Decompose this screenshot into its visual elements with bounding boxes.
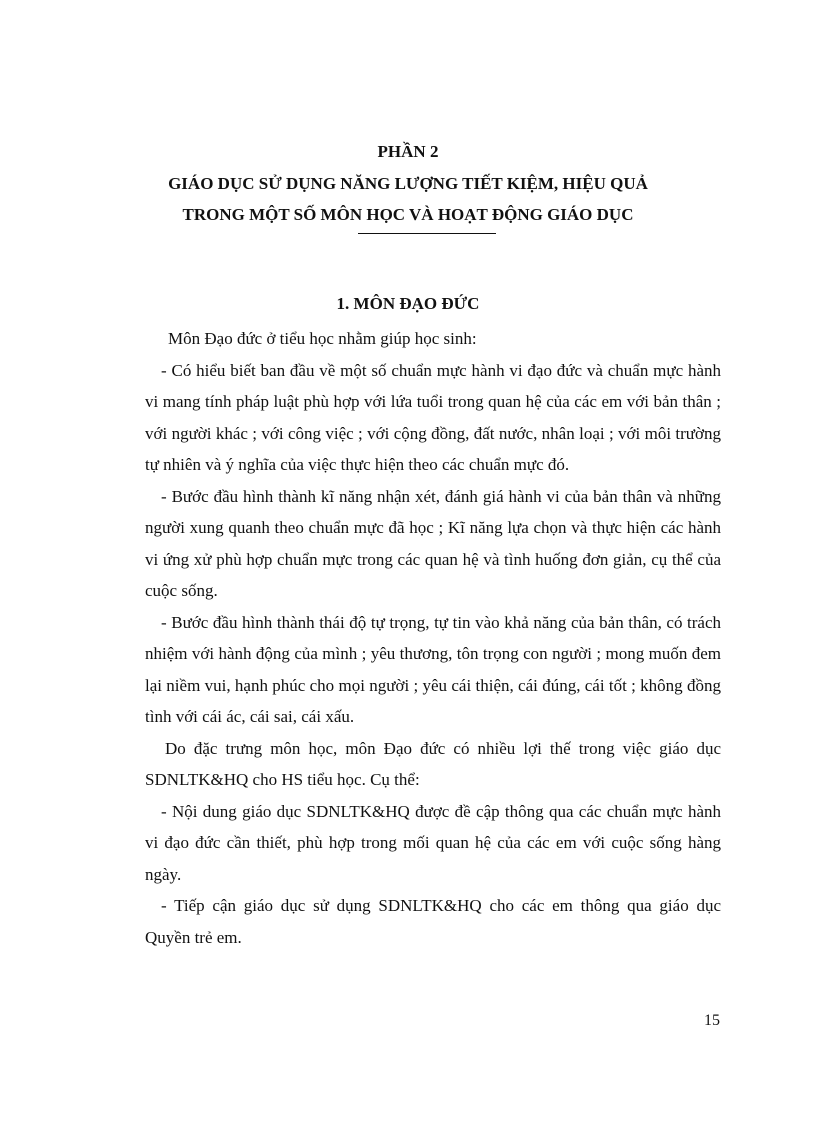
title-line-1: GIÁO DỤC SỬ DỤNG NĂNG LƯỢNG TIẾT KIỆM, HIỆU QUẢ (168, 174, 648, 193)
page-number: 15 (704, 1012, 720, 1029)
paragraph-bullet-knowledge: - Có hiểu biết ban đầu về một số chuẩn mực hành vi đạo đức và chuẩn mực hành vi mang tính pháp luật phù hợp với lứa tuổi trong quan hệ của các em với bản thân ; với người khác ; với công việc ; với cộng đồng, đất nước, nhân loại ; với môi trường tự nhiên và ý nghĩa của việc thực hiện theo các chuẩn mực đó. (145, 360, 721, 474)
paragraph-bullet-content: - Nội dung giáo dục SDNLTK&HQ được đề cập thông qua các chuẩn mực hành vi đạo đức cần thiết, phù hợp trong mối quan hệ của các em với cuộc sống hàng ngày. (145, 801, 721, 884)
paragraph-bullet-attitude: - Bước đầu hình thành thái độ tự trọng, tự tin vào khả năng của bản thân, có trách nhiệm với hành động của mình ; yêu thương, tôn trọng con người ; mong muốn đem lại niềm vui, hạnh phúc cho mọi người ; yêu cái thiện, cái đúng, cái tốt ; không đồng tình với cái ác, cái sai, cái xấu. (145, 612, 721, 726)
paragraph-bullet-skills: - Bước đầu hình thành kĩ năng nhận xét, đánh giá hành vi của bản thân và những người xung quanh theo chuẩn mực đã học ; Kĩ năng lựa chọn và thực hiện các hành vi ứng xử phù hợp chuẩn mực trong các quan hệ và tình huống đơn giản, cụ thể của cuộc sống. (145, 486, 721, 600)
body-text (145, 323, 721, 953)
title-divider (358, 233, 496, 234)
section-heading: 1. MÔN ĐẠO ĐỨC (336, 294, 480, 313)
title-line-2: TRONG MỘT SỐ MÔN HỌC VÀ HOẠT ĐỘNG GIÁO DỤC (182, 205, 634, 224)
paragraph-advantages: Do đặc trưng môn học, môn Đạo đức có nhiều lợi thế trong việc giáo dục SDNLTK&HQ cho HS tiểu học. Cụ thể: (145, 738, 721, 789)
paragraph-bullet-approach: - Tiếp cận giáo dục sử dụng SDNLTK&HQ cho các em thông qua giáo dục Quyền trẻ em. (145, 896, 721, 947)
paragraph-intro: Môn Đạo đức ở tiểu học nhằm giúp học sinh: (168, 329, 477, 348)
part-label: PHẦN 2 (377, 142, 439, 161)
